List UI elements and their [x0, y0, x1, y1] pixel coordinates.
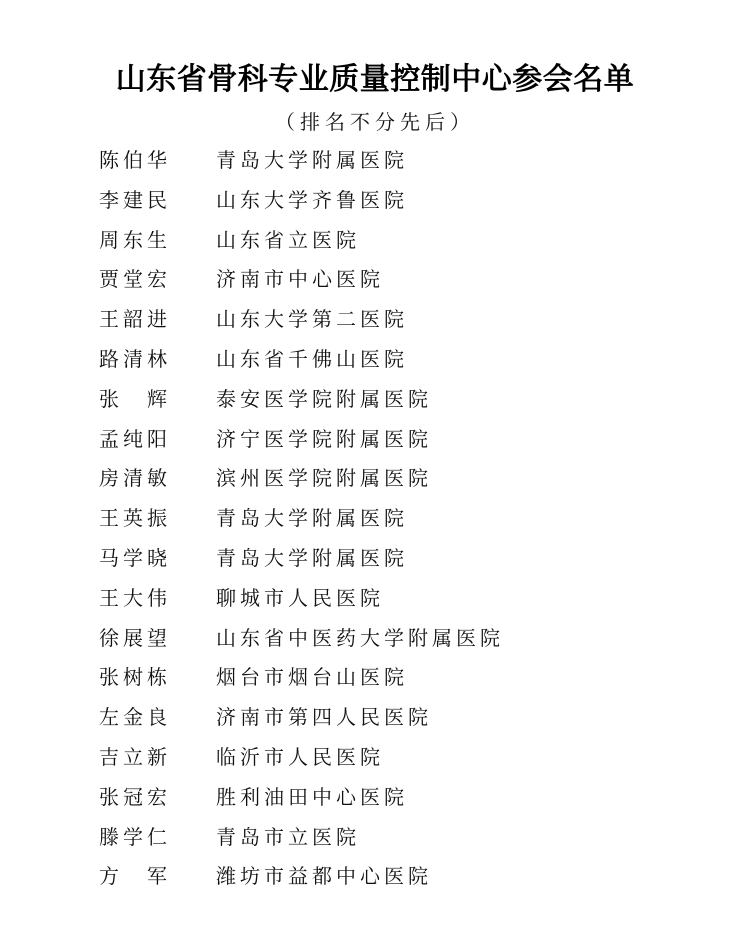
attendee-name: 马学晓 [99, 545, 171, 570]
attendee-name: 王大伟 [99, 585, 171, 610]
attendee-hospital: 青岛大学附属医院 [216, 506, 408, 531]
attendee-hospital: 山东省千佛山医院 [216, 346, 408, 371]
attendee-hospital: 青岛大学附属医院 [216, 545, 408, 570]
attendee-row [99, 778, 699, 818]
attendee-row [99, 420, 699, 460]
attendee-row [99, 619, 699, 659]
attendee-name: 贾堂宏 [99, 267, 171, 292]
attendee-name: 徐展望 [99, 625, 171, 650]
attendee-name: 张冠宏 [99, 784, 171, 809]
attendee-name: 方 军 [99, 864, 171, 889]
attendee-name: 路清林 [99, 346, 171, 371]
attendee-hospital: 滨州医学院附属医院 [216, 466, 432, 491]
attendee-row [99, 499, 699, 539]
attendee-name: 吉立新 [99, 744, 171, 769]
attendee-name: 张树栋 [99, 665, 171, 690]
attendee-row [99, 818, 699, 858]
attendee-row [99, 141, 699, 181]
attendee-list [99, 141, 699, 897]
attendee-row [99, 738, 699, 778]
attendee-hospital: 泰安医学院附属医院 [216, 386, 432, 411]
attendee-hospital: 山东大学第二医院 [216, 307, 408, 332]
attendee-name: 李建民 [99, 187, 171, 212]
attendee-row [99, 300, 699, 340]
attendee-hospital: 聊城市人民医院 [216, 585, 384, 610]
attendee-row [99, 579, 699, 619]
attendee-row [99, 539, 699, 579]
attendee-hospital: 青岛大学附属医院 [216, 148, 408, 172]
attendee-hospital: 济宁医学院附属医院 [216, 426, 432, 451]
attendee-name: 左金良 [99, 705, 171, 730]
attendee-name: 孟纯阳 [99, 426, 171, 451]
attendee-row [99, 221, 699, 261]
attendee-row [99, 260, 699, 300]
attendee-name: 王英振 [99, 506, 171, 531]
attendee-row [99, 857, 699, 897]
attendee-hospital: 青岛市立医院 [216, 824, 360, 849]
attendee-name: 王韶进 [99, 307, 171, 332]
attendee-hospital: 山东省立医院 [216, 227, 360, 252]
attendee-row [99, 698, 699, 738]
attendee-name: 陈伯华 [99, 148, 171, 172]
attendee-name: 房清敏 [99, 466, 171, 491]
attendee-row [99, 459, 699, 499]
attendee-name: 滕学仁 [99, 824, 171, 849]
attendee-row [99, 340, 699, 380]
attendee-hospital: 济南市第四人民医院 [216, 705, 432, 730]
document-subtitle: （排名不分先后） [275, 110, 475, 134]
attendee-hospital: 济南市中心医院 [216, 267, 384, 292]
attendee-hospital: 山东大学齐鲁医院 [216, 187, 408, 212]
attendee-row [99, 181, 699, 221]
attendee-hospital: 烟台市烟台山医院 [216, 665, 408, 690]
attendee-hospital: 临沂市人民医院 [216, 744, 384, 769]
attendee-hospital: 潍坊市益都中心医院 [216, 864, 432, 889]
attendee-hospital: 胜利油田中心医院 [216, 784, 408, 809]
attendee-name: 周东生 [99, 227, 171, 252]
attendee-name: 张 辉 [99, 386, 171, 411]
attendee-row [99, 658, 699, 698]
attendee-hospital: 山东省中医药大学附属医院 [216, 625, 504, 650]
attendee-row [99, 380, 699, 420]
document-title: 山东省骨科专业质量控制中心参会名单 [115, 62, 635, 97]
